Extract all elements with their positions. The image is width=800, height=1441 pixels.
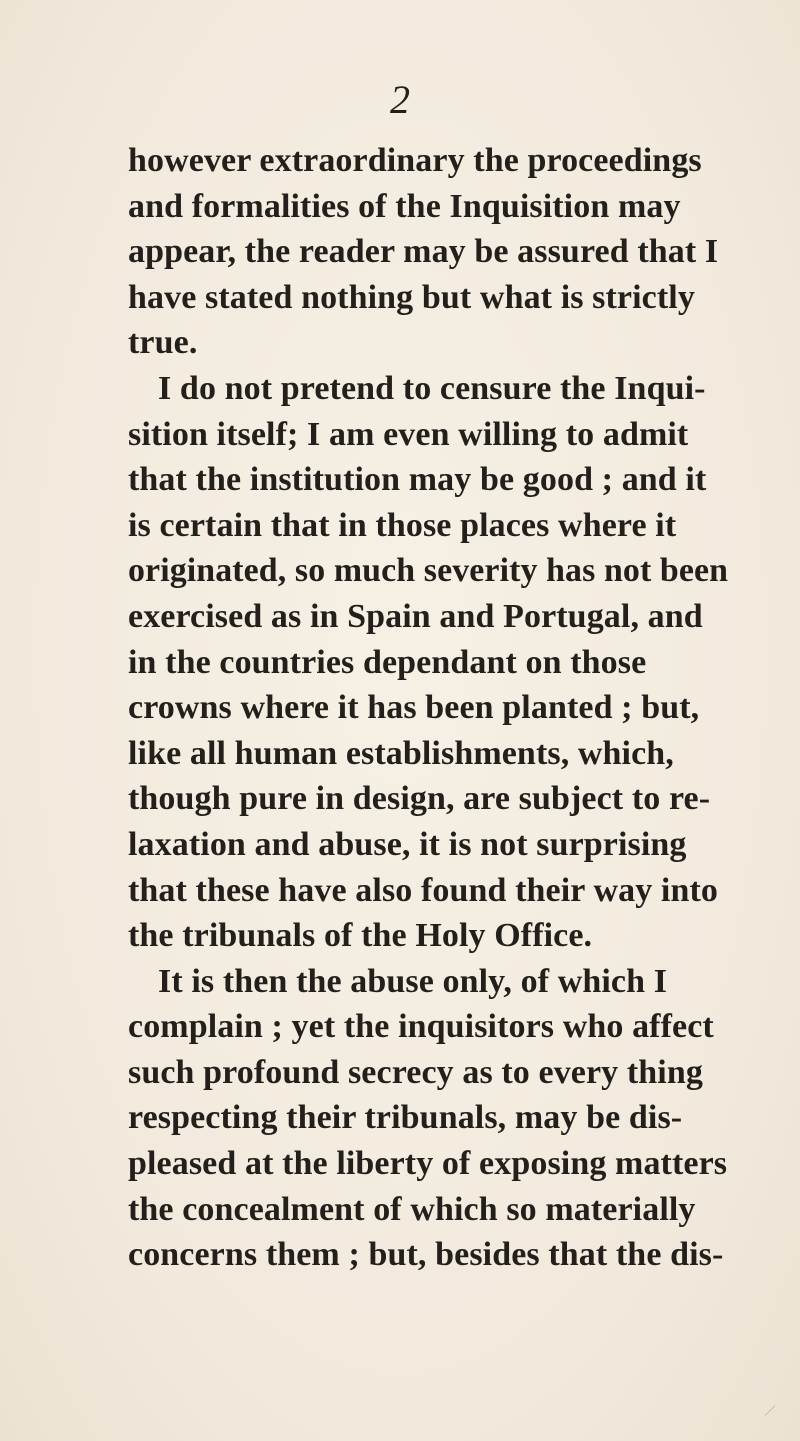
text-line: the concealment of which so materially bbox=[128, 1190, 696, 1228]
text-line: sition itself; I am even willing to admit bbox=[128, 415, 689, 453]
text-line: is certain that in those places where it bbox=[128, 506, 677, 544]
text-line: appear, the reader may be assured that I bbox=[128, 233, 719, 271]
text-line: exercised as in Spain and Portugal, and bbox=[128, 597, 703, 635]
text-line: I do not pretend to censure the Inqui- bbox=[158, 369, 706, 407]
text-line: the tribunals of the Holy Office. bbox=[128, 917, 593, 955]
text-line: complain ; yet the inquisitors who affect bbox=[128, 1008, 714, 1046]
text-line: originated, so much severity has not been bbox=[128, 552, 729, 590]
text-line: that the institution may be good ; and it bbox=[128, 461, 707, 499]
page-number: 2 bbox=[390, 77, 410, 122]
text-line: that these have also found their way into bbox=[128, 871, 719, 909]
text-line: such profound secrecy as to every thing bbox=[128, 1053, 703, 1091]
text-line: however extraordinary the proceedings bbox=[128, 142, 702, 179]
text-line: like all human establishments, which, bbox=[128, 734, 674, 772]
text-line: pleased at the liberty of exposing matters bbox=[128, 1145, 728, 1183]
text-line: It is then the abuse only, of which I bbox=[158, 962, 668, 1000]
text-line: and formalities of the Inquisition may bbox=[128, 187, 681, 225]
text-line: have stated nothing but what is strictly bbox=[128, 278, 695, 316]
text-line: in the countries dependant on those bbox=[128, 643, 647, 681]
text-line: concerns them ; but, besides that the dis- bbox=[128, 1236, 724, 1274]
text-line: crowns where it has been planted ; but, bbox=[128, 689, 700, 727]
text-line: respecting their tribunals, may be dis- bbox=[128, 1099, 683, 1137]
page-mark bbox=[765, 1405, 786, 1426]
text-line: though pure in design, are subject to re- bbox=[128, 780, 711, 818]
body-text bbox=[128, 138, 728, 1278]
text-line: true. bbox=[128, 324, 198, 362]
text-line: laxation and abuse, it is not surprising bbox=[128, 825, 687, 863]
